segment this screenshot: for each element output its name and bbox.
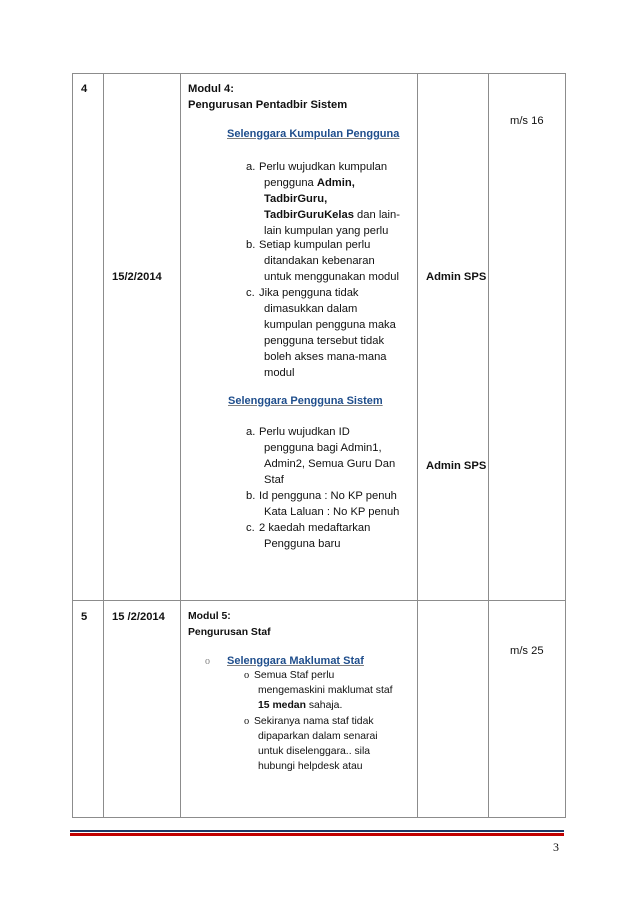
- list-item-line: pengguna Admin,: [264, 177, 355, 189]
- list-marker: b.: [246, 490, 256, 502]
- list-item-line: TadbirGuruKelas dan lain-: [264, 209, 400, 221]
- column-divider: [488, 73, 489, 818]
- list-marker: c.: [246, 522, 255, 534]
- page-reference: m/s 16: [510, 115, 544, 127]
- table-border-right: [565, 73, 566, 818]
- responsible-party: Admin SPS: [426, 460, 487, 472]
- section-heading: Selenggara Kumpulan Pengguna: [227, 128, 400, 140]
- column-divider: [103, 73, 104, 818]
- list-item-line: Pengguna baru: [264, 538, 341, 550]
- list-item-line: Id pengguna : No KP penuh: [259, 490, 397, 502]
- module-title: Modul 4:: [188, 83, 234, 95]
- document-table: [72, 73, 566, 818]
- list-item-line: hubungi helpdesk atau: [258, 761, 363, 772]
- list-item-line: Sekiranya nama staf tidak: [254, 716, 374, 727]
- table-border-left: [72, 73, 73, 818]
- list-item-line: Admin2, Semua Guru Dan: [264, 458, 396, 470]
- list-marker: o: [244, 670, 250, 681]
- list-item-line: kumpulan pengguna maka: [264, 319, 396, 331]
- list-marker: a.: [246, 161, 256, 173]
- list-item-line: modul: [264, 367, 295, 379]
- list-item-line: Perlu wujudkan kumpulan: [259, 161, 388, 173]
- list-item-line: pengguna tersebut tidak: [264, 335, 385, 347]
- page-reference: m/s 25: [510, 645, 544, 657]
- column-divider: [417, 73, 418, 818]
- table-border-bottom: [72, 817, 566, 818]
- list-marker: a.: [246, 426, 256, 438]
- list-item-line: pengguna bagi Admin1,: [264, 442, 382, 454]
- list-marker: b.: [246, 239, 256, 251]
- list-item-line: lain kumpulan yang perlu: [264, 225, 389, 237]
- list-item-line: Kata Laluan : No KP penuh: [264, 506, 400, 518]
- row-divider: [72, 600, 566, 601]
- list-item-line: Jika pengguna tidak: [259, 287, 359, 299]
- column-divider: [180, 73, 181, 818]
- row-number: 4: [81, 83, 88, 95]
- responsible-party: Admin SPS: [426, 271, 487, 283]
- table-border-top: [72, 73, 566, 74]
- module-name: Pengurusan Staf: [188, 627, 271, 638]
- list-item-line: dipaparkan dalam senarai: [258, 731, 378, 742]
- row-number: 5: [81, 611, 88, 623]
- list-item-line: boleh akses mana-mana: [264, 351, 387, 363]
- list-item-line: untuk menggunakan modul: [264, 271, 399, 283]
- row-date: 15 /2/2014: [112, 611, 165, 623]
- module-title: Modul 5:: [188, 611, 231, 622]
- module-name: Pengurusan Pentadbir Sistem: [188, 99, 348, 111]
- list-marker: o: [244, 716, 250, 727]
- list-item-line: mengemaskini maklumat staf: [258, 685, 393, 696]
- row-date: 15/2/2014: [112, 271, 162, 283]
- section-heading: Selenggara Maklumat Staf: [227, 655, 364, 667]
- footer-rule-red: [70, 833, 564, 836]
- list-item-line: Setiap kumpulan perlu: [259, 239, 371, 251]
- page-number: 3: [553, 840, 559, 854]
- list-item-line: 15 medan sahaja.: [258, 700, 343, 711]
- list-item-line: Perlu wujudkan ID: [259, 426, 350, 438]
- heading-bullet: o: [205, 656, 210, 667]
- list-item-line: TadbirGuru,: [264, 193, 328, 205]
- list-item-line: ditandakan kebenaran: [264, 255, 375, 267]
- list-item-line: 2 kaedah medaftarkan: [259, 522, 371, 534]
- list-item-line: untuk diselenggara.. sila: [258, 746, 371, 757]
- footer-rule-dark: [70, 830, 564, 832]
- list-item-line: Staf: [264, 474, 284, 486]
- list-marker: c.: [246, 287, 255, 299]
- list-item-line: dimasukkan dalam: [264, 303, 358, 315]
- list-item-line: Semua Staf perlu: [254, 670, 335, 681]
- section-heading: Selenggara Pengguna Sistem: [228, 395, 383, 407]
